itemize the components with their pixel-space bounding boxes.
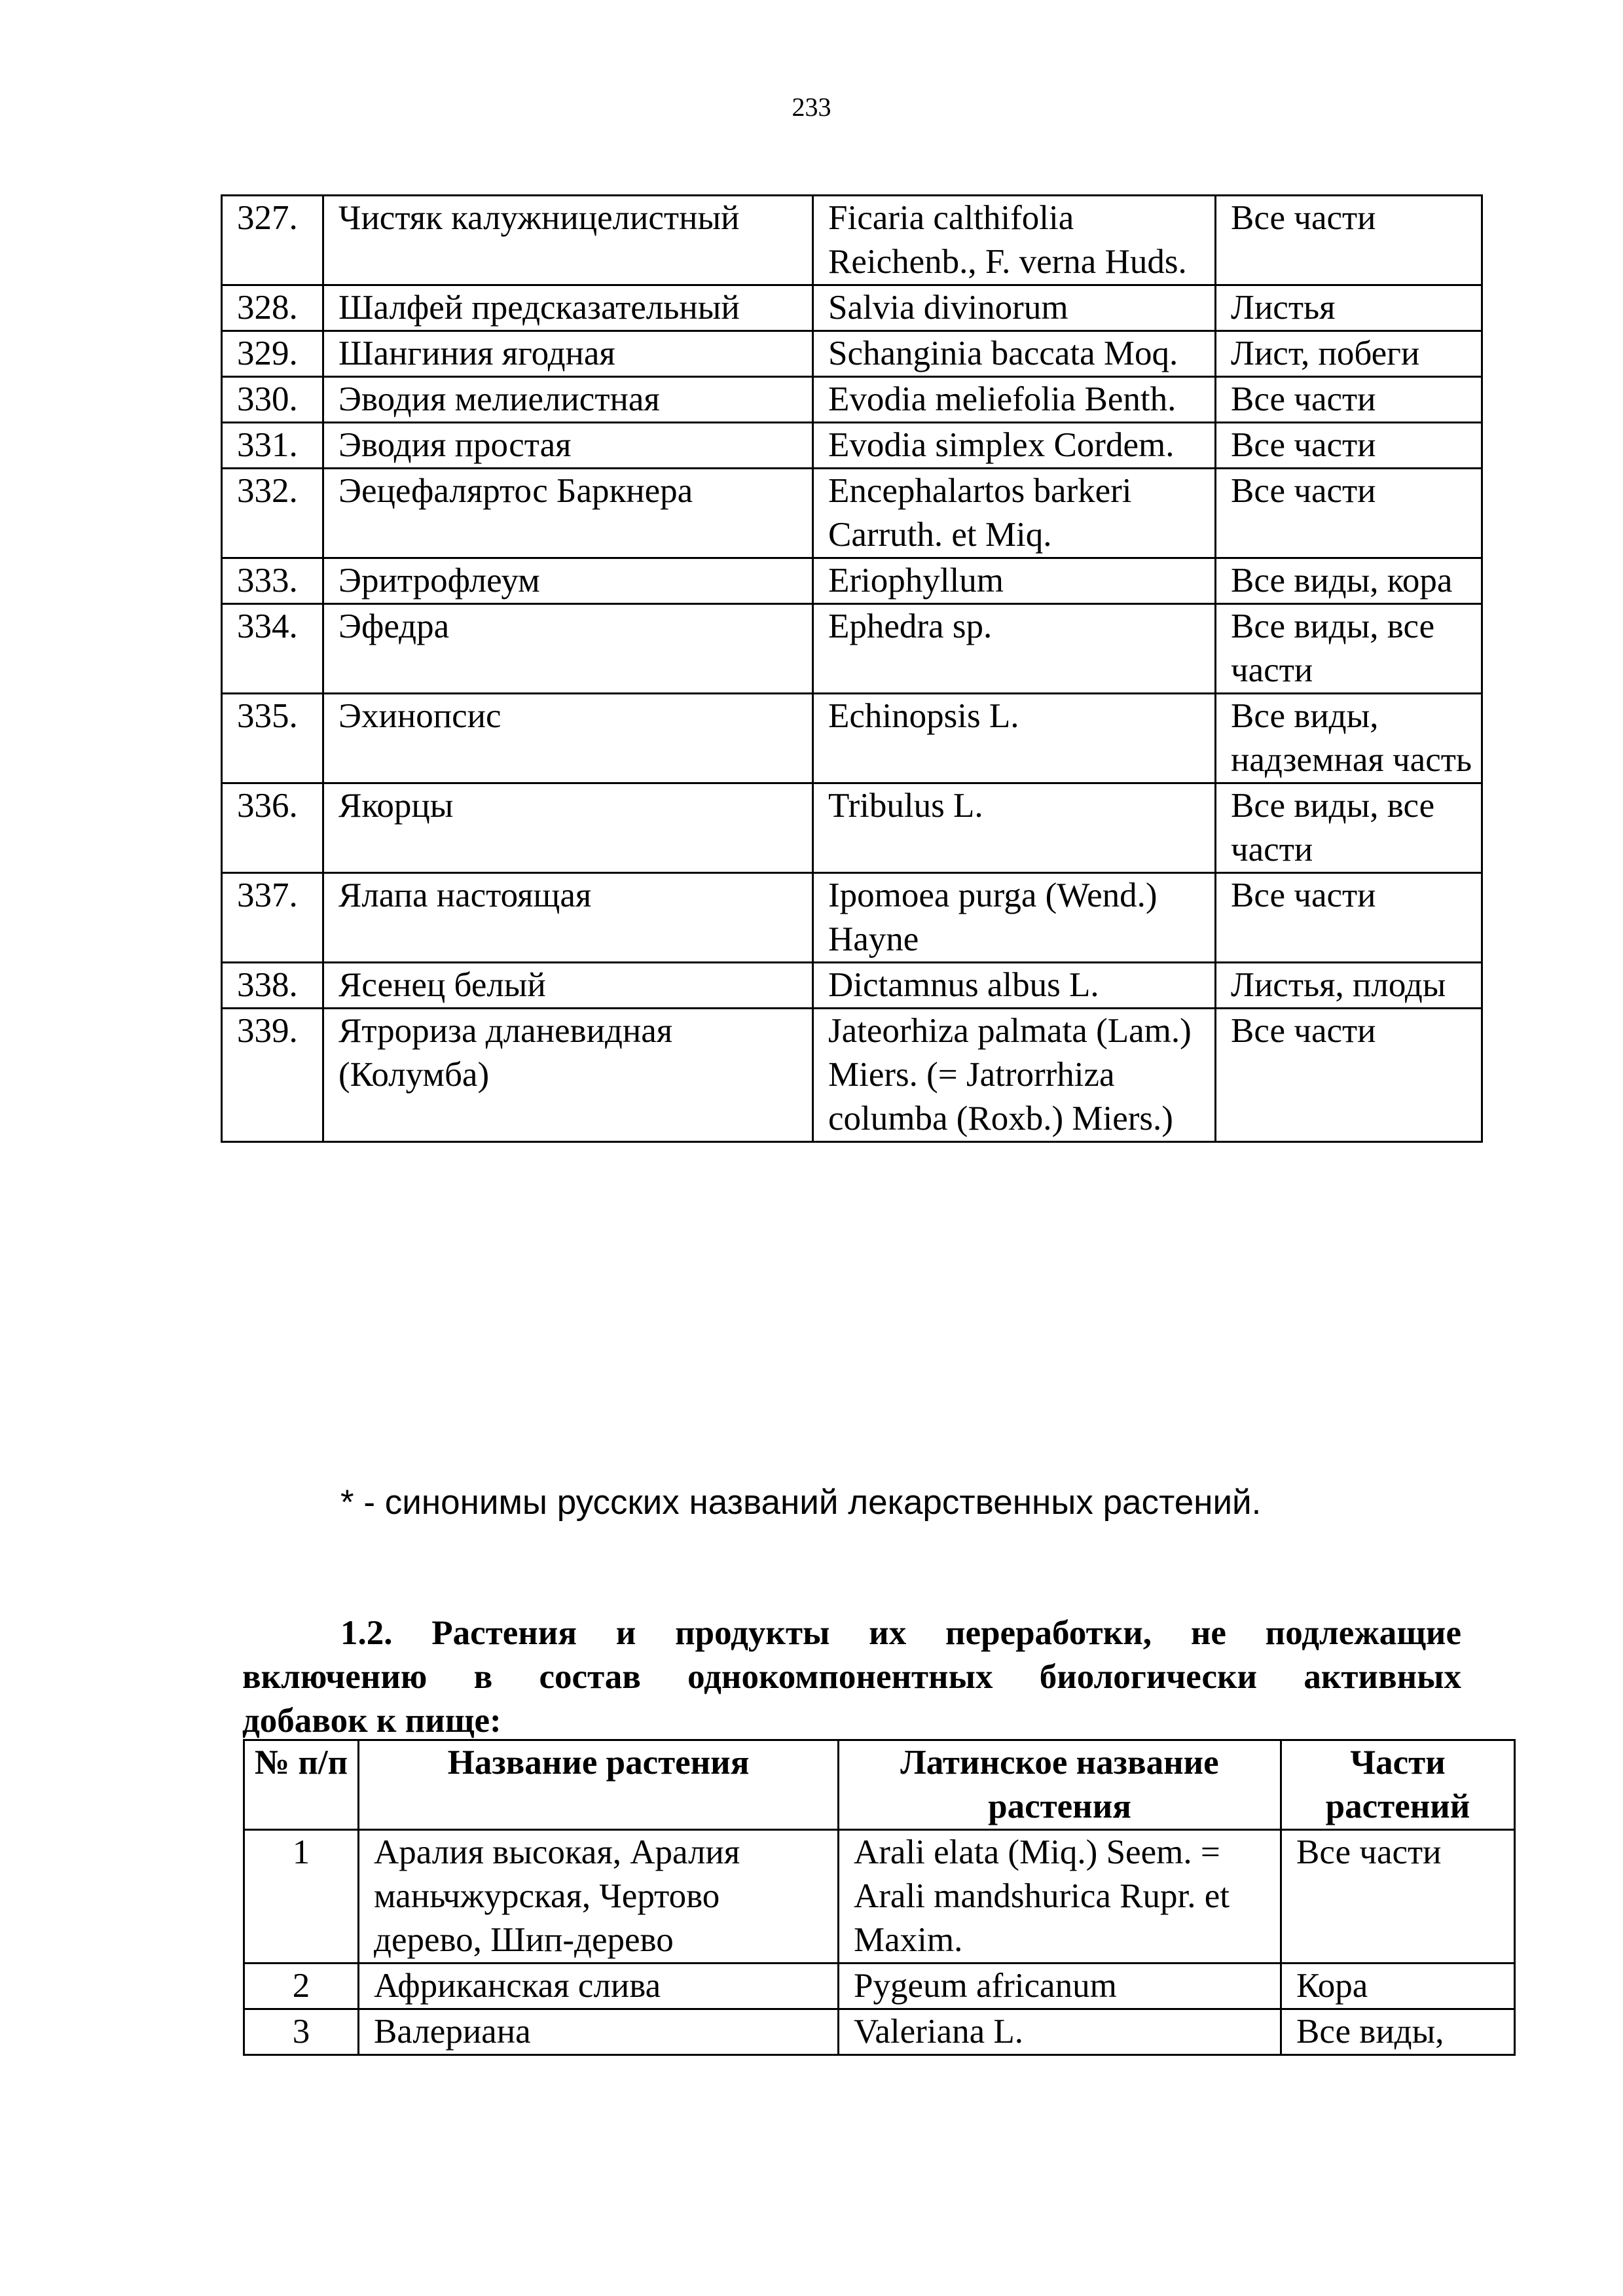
section-heading-line-1: 1.2. Растения и продукты их переработки, не подлежащие [340, 1614, 1461, 1652]
cell-num: 338. [222, 963, 323, 1009]
cell-num: 337. [222, 873, 323, 963]
cell-num: 330. [222, 377, 323, 423]
cell-num: 329. [222, 331, 323, 377]
table-row [222, 604, 1482, 694]
cell-plant-name: Чистяк калужницелистный [323, 196, 813, 285]
cell-num: 333. [222, 558, 323, 604]
cell-plant-name: Эритрофлеум [323, 558, 813, 604]
table-row [222, 783, 1482, 873]
cell-num: 328. [222, 285, 323, 331]
cell-plant-parts: Все части [1216, 469, 1482, 558]
cell-plant-name: Якорцы [323, 783, 813, 873]
cell-plant-name: Валериана [359, 2009, 839, 2055]
table-row [244, 1964, 1515, 2009]
cell-num: 334. [222, 604, 323, 694]
cell-num: 332. [222, 469, 323, 558]
header-latin: Латинское название растения [839, 1740, 1281, 1830]
cell-plant-parts: Все виды, надземная часть [1216, 694, 1482, 783]
cell-plant-parts: Все виды, [1281, 2009, 1515, 2055]
cell-plant-parts: Все части [1216, 377, 1482, 423]
footnote: * - синонимы русских названий лекарственных растений. [340, 1483, 1262, 1522]
table-header-row [244, 1740, 1515, 1830]
cell-latin-name: Echinopsis L. [813, 694, 1216, 783]
cell-plant-name: Шалфей предсказательный [323, 285, 813, 331]
table-row [222, 558, 1482, 604]
excluded-plants-table [243, 1739, 1516, 2056]
cell-latin-name: Encephalartos barkeri Carruth. et Miq. [813, 469, 1216, 558]
table-row [222, 873, 1482, 963]
cell-num: 335. [222, 694, 323, 783]
cell-latin-name: Jateorhiza palmata (Lam.) Miers. (= Jatrorrhiza columba (Roxb.) Miers.) [813, 1009, 1216, 1142]
table-row [222, 377, 1482, 423]
cell-plant-name: Ялапа настоящая [323, 873, 813, 963]
cell-latin-name: Evodia meliefolia Benth. [813, 377, 1216, 423]
section-heading-line-2: включению в состав однокомпонентных биологически активных [242, 1658, 1461, 1696]
cell-plant-name: Эводия простая [323, 423, 813, 469]
cell-latin-name: Arali elata (Miq.) Seem. = Arali mandshurica Rupr. et Maxim. [839, 1830, 1281, 1964]
cell-latin-name: Ephedra sp. [813, 604, 1216, 694]
cell-latin-name: Valeriana L. [839, 2009, 1281, 2055]
section-heading-line-3: добавок к пище: [242, 1702, 501, 1740]
cell-plant-name: Ятрориза дланевидная (Колумба) [323, 1009, 813, 1142]
cell-plant-name: Аралия высокая, Аралия маньчжурская, Чертово дерево, Шип-дерево [359, 1830, 839, 1964]
header-name: Название растения [359, 1740, 839, 1830]
cell-plant-name: Эводия мелиелистная [323, 377, 813, 423]
cell-latin-name: Ipomoea purga (Wend.) Hayne [813, 873, 1216, 963]
cell-num: 327. [222, 196, 323, 285]
cell-plant-parts: Все части [1216, 1009, 1482, 1142]
cell-plant-parts: Все части [1216, 196, 1482, 285]
cell-plant-parts: Лист, побеги [1216, 331, 1482, 377]
cell-plant-parts: Все части [1216, 873, 1482, 963]
cell-plant-name: Эфедра [323, 604, 813, 694]
cell-num: 331. [222, 423, 323, 469]
cell-plant-parts: Все виды, все части [1216, 783, 1482, 873]
cell-num: 2 [244, 1964, 359, 2009]
cell-num: 336. [222, 783, 323, 873]
cell-latin-name: Ficaria calthifolia Reichenb., F. verna Huds. [813, 196, 1216, 285]
cell-plant-parts: Листья, плоды [1216, 963, 1482, 1009]
header-parts: Части растений [1281, 1740, 1515, 1830]
cell-plant-parts: Все виды, все части [1216, 604, 1482, 694]
cell-latin-name: Evodia simplex Cordem. [813, 423, 1216, 469]
plants-table-continued [221, 194, 1483, 1143]
cell-latin-name: Pygeum africanum [839, 1964, 1281, 2009]
table-row [244, 2009, 1515, 2055]
cell-plant-parts: Все части [1281, 1830, 1515, 1964]
cell-latin-name: Tribulus L. [813, 783, 1216, 873]
cell-plant-name: Африканская слива [359, 1964, 839, 2009]
cell-plant-parts: Листья [1216, 285, 1482, 331]
page-number: 233 [792, 92, 831, 122]
cell-plant-name: Шангиния ягодная [323, 331, 813, 377]
table-row [222, 963, 1482, 1009]
table-row [222, 423, 1482, 469]
table-row [222, 331, 1482, 377]
cell-latin-name: Salvia divinorum [813, 285, 1216, 331]
header-num: № п/п [244, 1740, 359, 1830]
table-row [222, 285, 1482, 331]
cell-latin-name: Eriophyllum [813, 558, 1216, 604]
cell-num: 1 [244, 1830, 359, 1964]
cell-plant-name: Эецефаляртос Баркнера [323, 469, 813, 558]
cell-num: 339. [222, 1009, 323, 1142]
table-row [222, 196, 1482, 285]
cell-plant-name: Эхинопсис [323, 694, 813, 783]
table-row [222, 694, 1482, 783]
cell-plant-parts: Все части [1216, 423, 1482, 469]
table-row [244, 1830, 1515, 1964]
table-row [222, 1009, 1482, 1142]
cell-plant-parts: Все виды, кора [1216, 558, 1482, 604]
cell-plant-name: Ясенец белый [323, 963, 813, 1009]
cell-latin-name: Dictamnus albus L. [813, 963, 1216, 1009]
section-heading [242, 1611, 1461, 1743]
cell-num: 3 [244, 2009, 359, 2055]
table-row [222, 469, 1482, 558]
cell-latin-name: Schanginia baccata Moq. [813, 331, 1216, 377]
cell-plant-parts: Кора [1281, 1964, 1515, 2009]
